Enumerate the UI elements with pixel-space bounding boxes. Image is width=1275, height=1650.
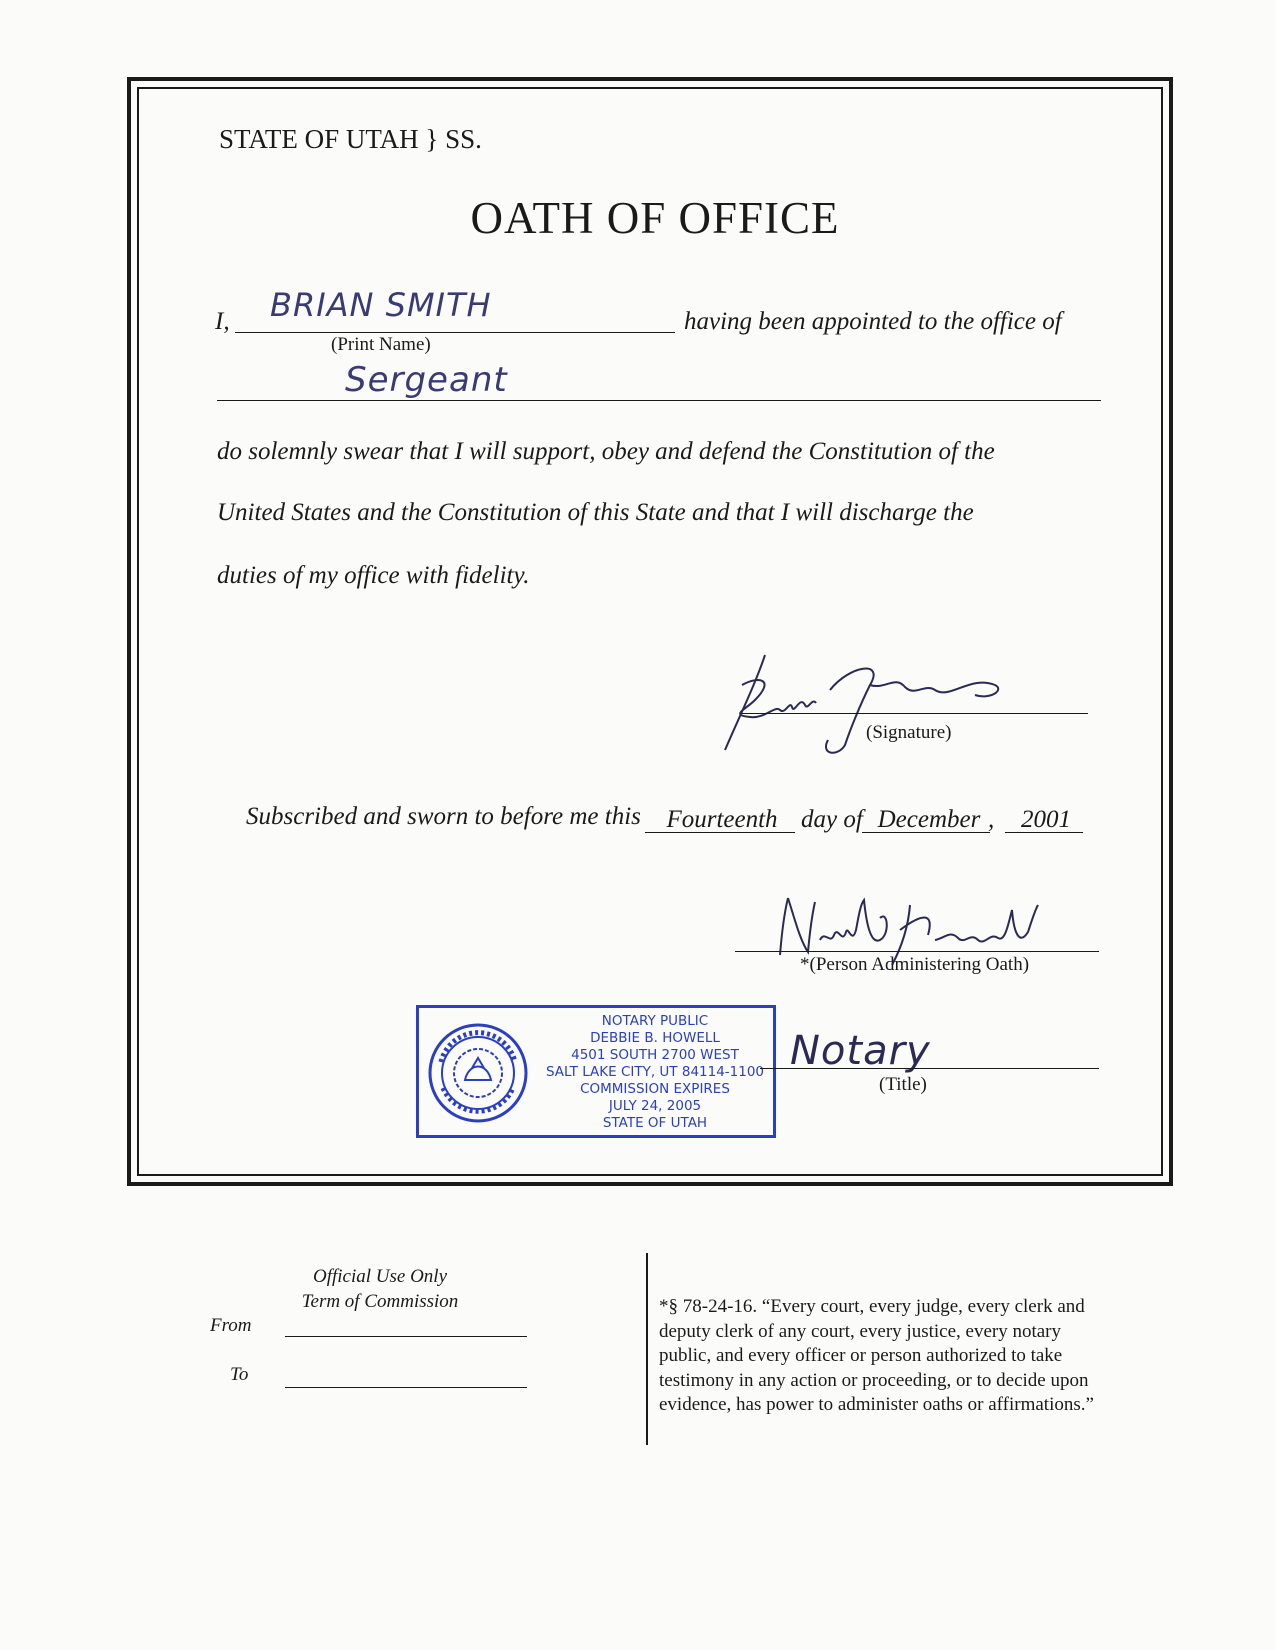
oath-line-2: United States and the Constitution of this State and that I will discharge the (217, 499, 974, 526)
office-underline (217, 400, 1101, 401)
statute-line: testimony in any action or proceeding, or to decide upon (659, 1369, 1089, 1391)
signature-underline (742, 713, 1088, 714)
sworn-prefix: Subscribed and sworn to before me this (246, 803, 641, 830)
page-title: OATH OF OFFICE (470, 193, 840, 243)
stamp-line: JULY 24, 2005 (608, 1098, 702, 1114)
administrator-caption: *(Person Administering Oath) (800, 954, 1030, 975)
appointed-text: having been appointed to the office of (684, 308, 1062, 335)
stamp-line: STATE OF UTAH (602, 1115, 708, 1131)
stamp-line: SALT LAKE CITY, UT 84114-1100 (545, 1064, 765, 1080)
notary-stamp (416, 1005, 776, 1138)
from-label: From (210, 1315, 252, 1336)
statute-text (659, 1295, 1094, 1418)
statute-line: *§ 78-24-16. “Every court, every judge, every clerk and (659, 1296, 1085, 1317)
stamp-line: COMMISSION EXPIRES (580, 1081, 730, 1097)
administrator-underline (735, 951, 1099, 952)
sworn-comma: , (988, 806, 995, 833)
handwritten-office: Sergeant (345, 360, 508, 400)
sworn-year-value: 2001 (1021, 806, 1071, 833)
stamp-line: DEBBIE B. HOWELL (590, 1030, 720, 1046)
sworn-day-of: day of (801, 806, 863, 833)
stamp-line: 4501 SOUTH 2700 WEST (571, 1047, 739, 1063)
statute-line: deputy clerk of any court, every justice, every notary (659, 1320, 1062, 1342)
handwritten-title: Notary (790, 1028, 931, 1074)
oath-prefix: I, (215, 308, 230, 335)
title-caption: (Title) (879, 1074, 927, 1095)
day-underline (645, 832, 795, 833)
from-field (285, 1336, 527, 1337)
state-venue-line: STATE OF UTAH } SS. (219, 124, 482, 154)
signature-caption: (Signature) (866, 722, 952, 743)
to-label: To (230, 1364, 249, 1385)
title-underline (760, 1068, 1099, 1069)
handwritten-name: BRIAN SMITH (270, 286, 492, 324)
stamp-text (535, 1013, 775, 1132)
stamp-line: NOTARY PUBLIC (601, 1013, 709, 1029)
sworn-month-value: December (877, 806, 981, 833)
statute-line: public, and every officer or person authorized to take (659, 1345, 1063, 1366)
oath-line-1: do solemnly swear that I will support, obey and defend the Constitution of the (217, 438, 995, 465)
oath-line-3: duties of my office with fidelity. (217, 562, 530, 589)
print-name-caption: (Print Name) (331, 334, 431, 355)
year-underline (1005, 832, 1083, 833)
to-field (285, 1387, 527, 1388)
state-seal-icon (427, 1022, 529, 1124)
section-divider (646, 1253, 648, 1445)
month-underline (862, 832, 990, 833)
official-use-heading: Official Use Only (312, 1266, 448, 1287)
term-of-commission-heading: Term of Commission (301, 1291, 459, 1312)
sworn-day-value: Fourteenth (666, 806, 778, 833)
name-underline (235, 332, 675, 333)
statute-line: evidence, has power to administer oaths or affirmations.” (659, 1394, 1094, 1415)
